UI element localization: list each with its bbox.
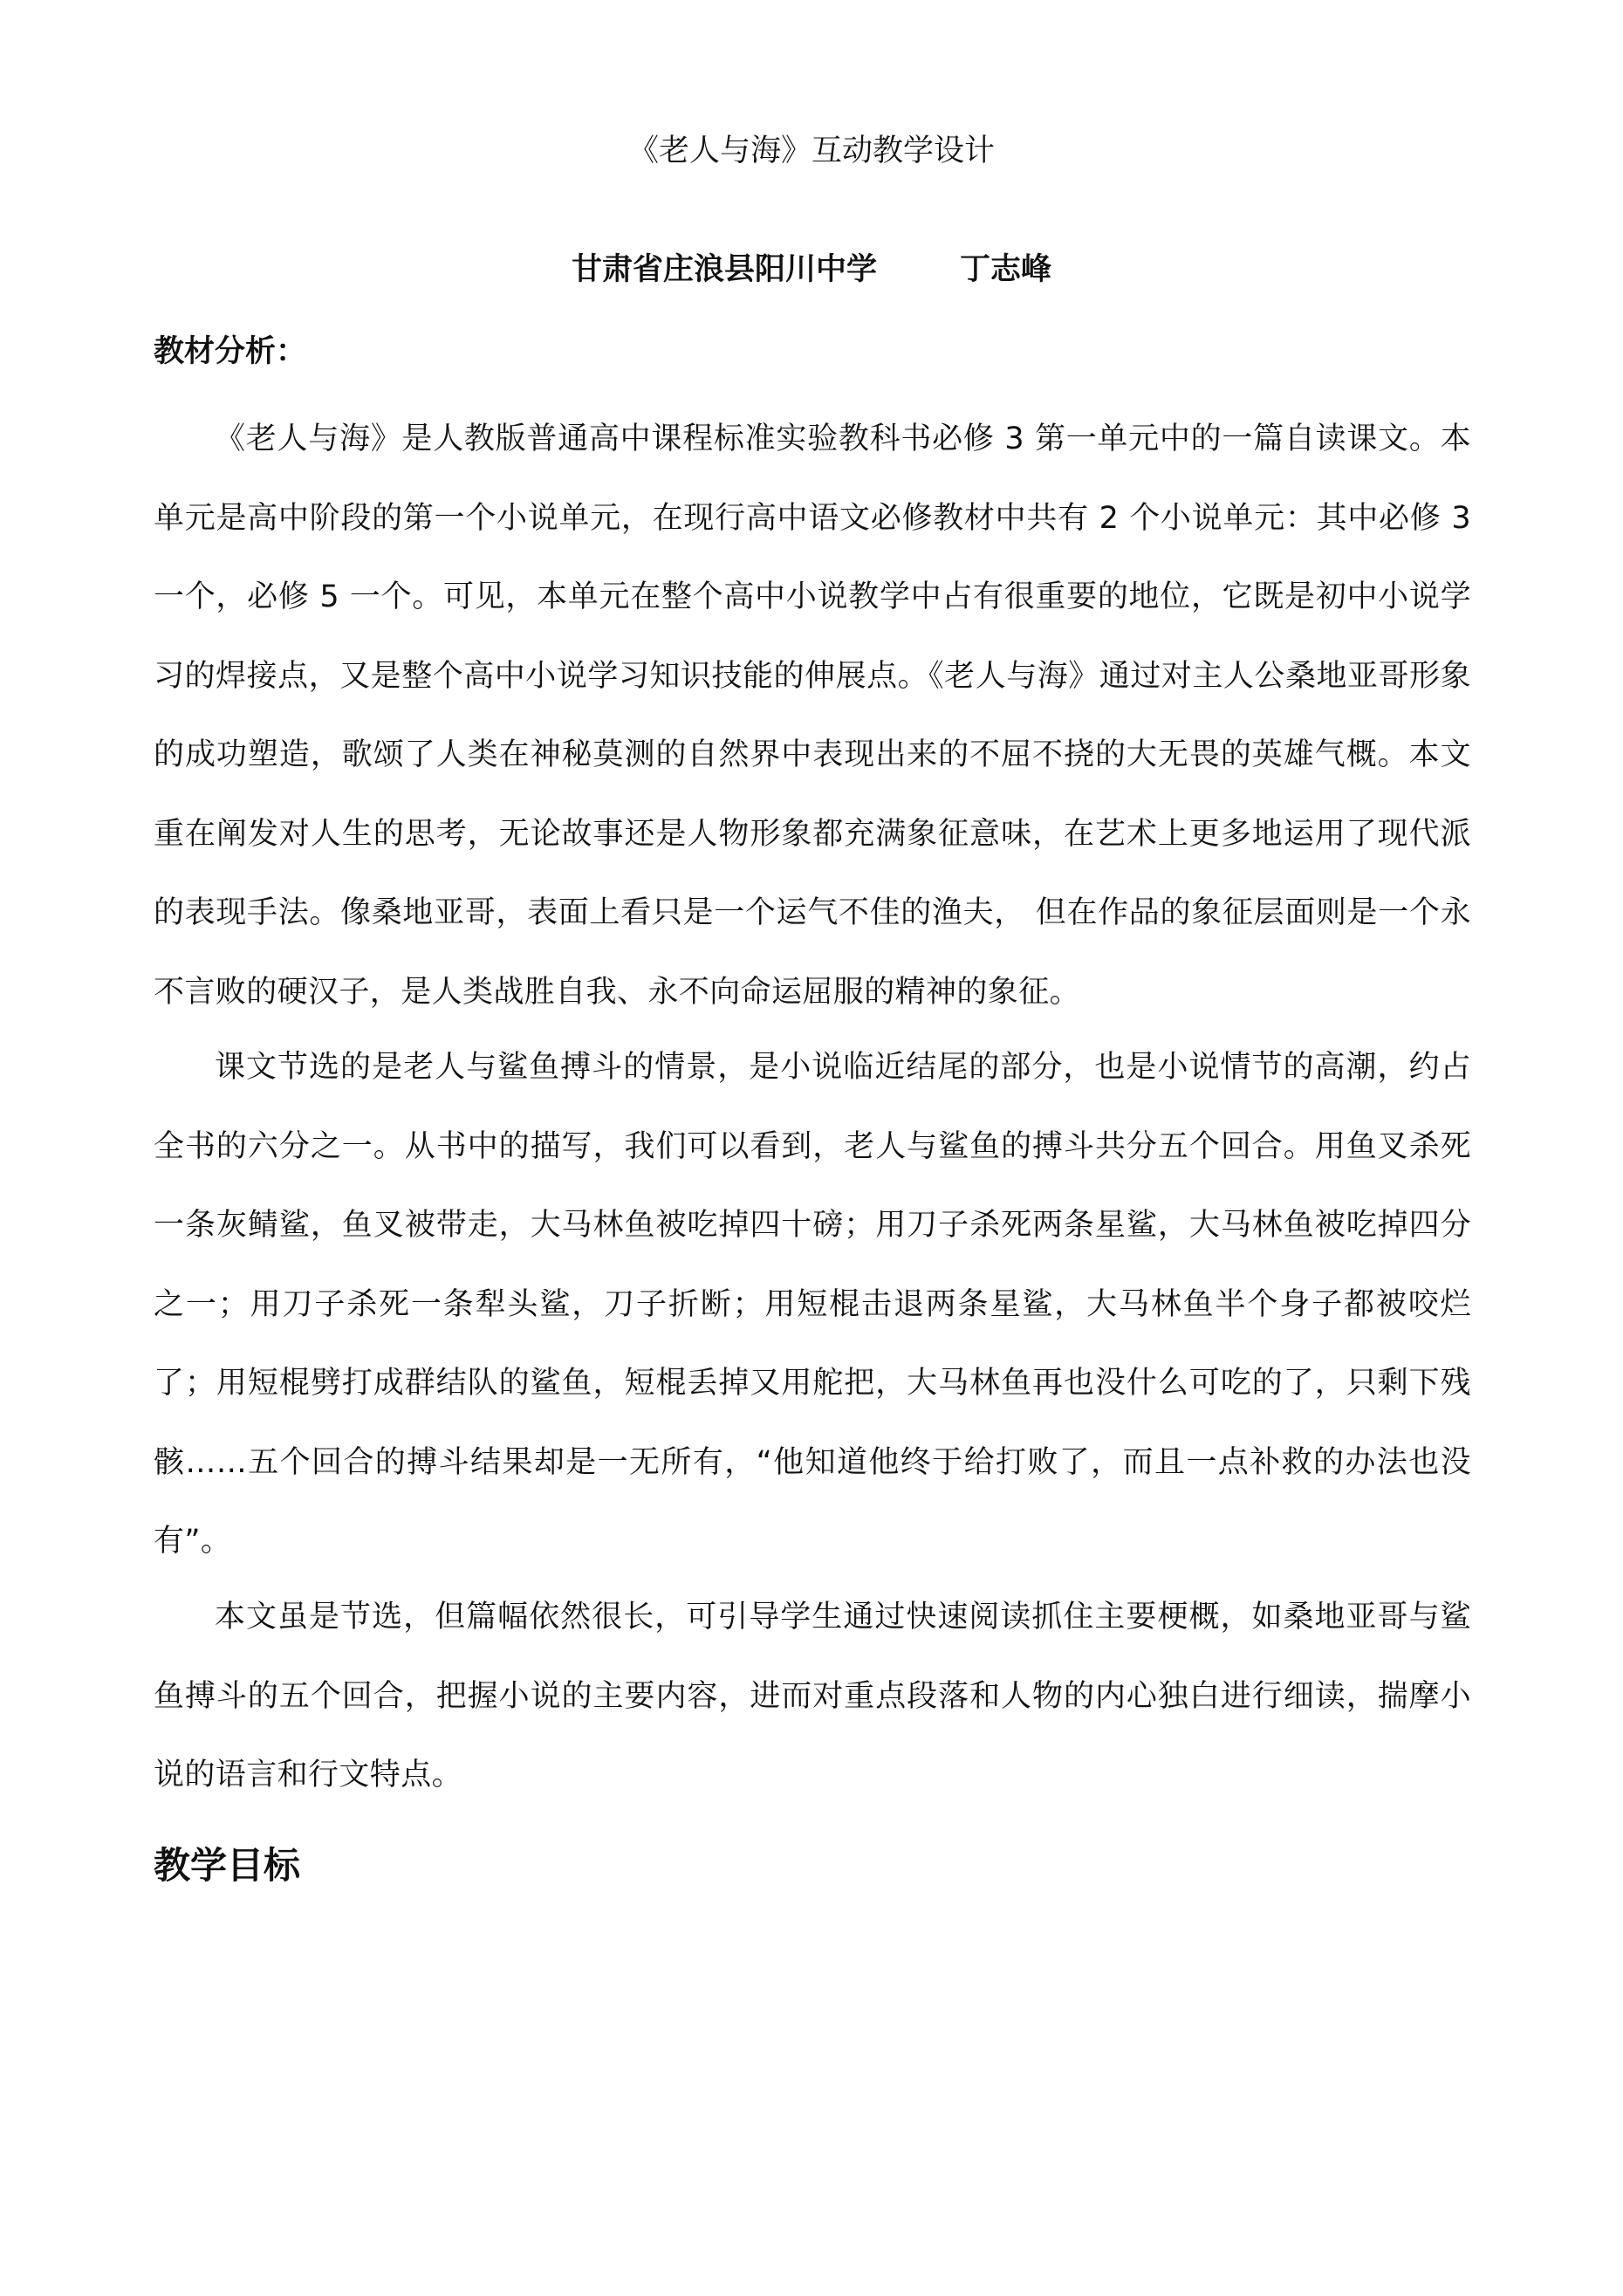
section-heading-teaching-goals: 教学目标 xyxy=(154,1844,301,1887)
author-name: 丁志峰 xyxy=(960,252,1052,287)
section-heading-material-analysis: 教材分析： xyxy=(154,334,307,369)
author-line xyxy=(0,248,1623,291)
paragraph-1: 《老人与海》是人教版普通高中课程标准实验教科书必修 3 第一单元中的一篇自读课文。本单元是高中阶段的第一个小说单元，在现行高中语文必修教材中共有 2 个小说单元：其中必修 3 一个，必修 5 一个。可见，本单元在整个高中小说教学中占有很重要的地位，它既是初中小说学习的焊接点，又是整个高中小说学习知识技能的伸展点。《老人与海》通过对主人公桑地亚哥形象的成功塑造，歌颂了人类在神秘莫测的自然界中表现出来的不屈不挠的大无畏的英雄气概。本文重在阐发对人生的思考，无论故事还是人物形象都充满象征意味，在艺术上更多地运用了现代派的表现手法。像桑地亚哥，表面上看只是一个运气不佳的渔夫， 但在作品的象征层面则是一个永不言败的硬汉子，是人类战胜自我、永不向命运屈服的精神的象征。 xyxy=(154,422,1471,1010)
document-title: 《老人与海》互动教学设计 xyxy=(627,134,995,168)
paragraph-2: 课文节选的是老人与鲨鱼搏斗的情景，是小说临近结尾的部分，也是小说情节的高潮，约占全书的六分之一。从书中的描写，我们可以看到，老人与鲨鱼的搏斗共分五个回合。用鱼叉杀死一条灰鲭鲨，鱼叉被带走，大马林鱼被吃掉四十磅；用刀子杀死两条星鲨，大马林鱼被吃掉四分之一；用刀子杀死一条犁头鲨，刀子折断；用短棍击退两条星鲨，大马林鱼半个身子都被咬烂了；用短棍劈打成群结队的鲨鱼，短棍丢掉又用舵把，大马林鱼再也没什么可吃的了，只剩下残骸……五个回合的搏斗结果却是一无所有，“他知道他终于给打败了，而且一点补救的办法也没有”。 xyxy=(154,1050,1471,1559)
paragraph-3: 本文虽是节选，但篇幅依然很长，可引导学生通过快速阅读抓住主要梗概，如桑地亚哥与鲨鱼搏斗的五个回合，把握小说的主要内容，进而对重点段落和人物的内心独白进行细读，揣摩小说的语言和行文特点。 xyxy=(154,1600,1471,1792)
author-school: 甘肃省庄浪县阳川中学 xyxy=(571,252,877,287)
